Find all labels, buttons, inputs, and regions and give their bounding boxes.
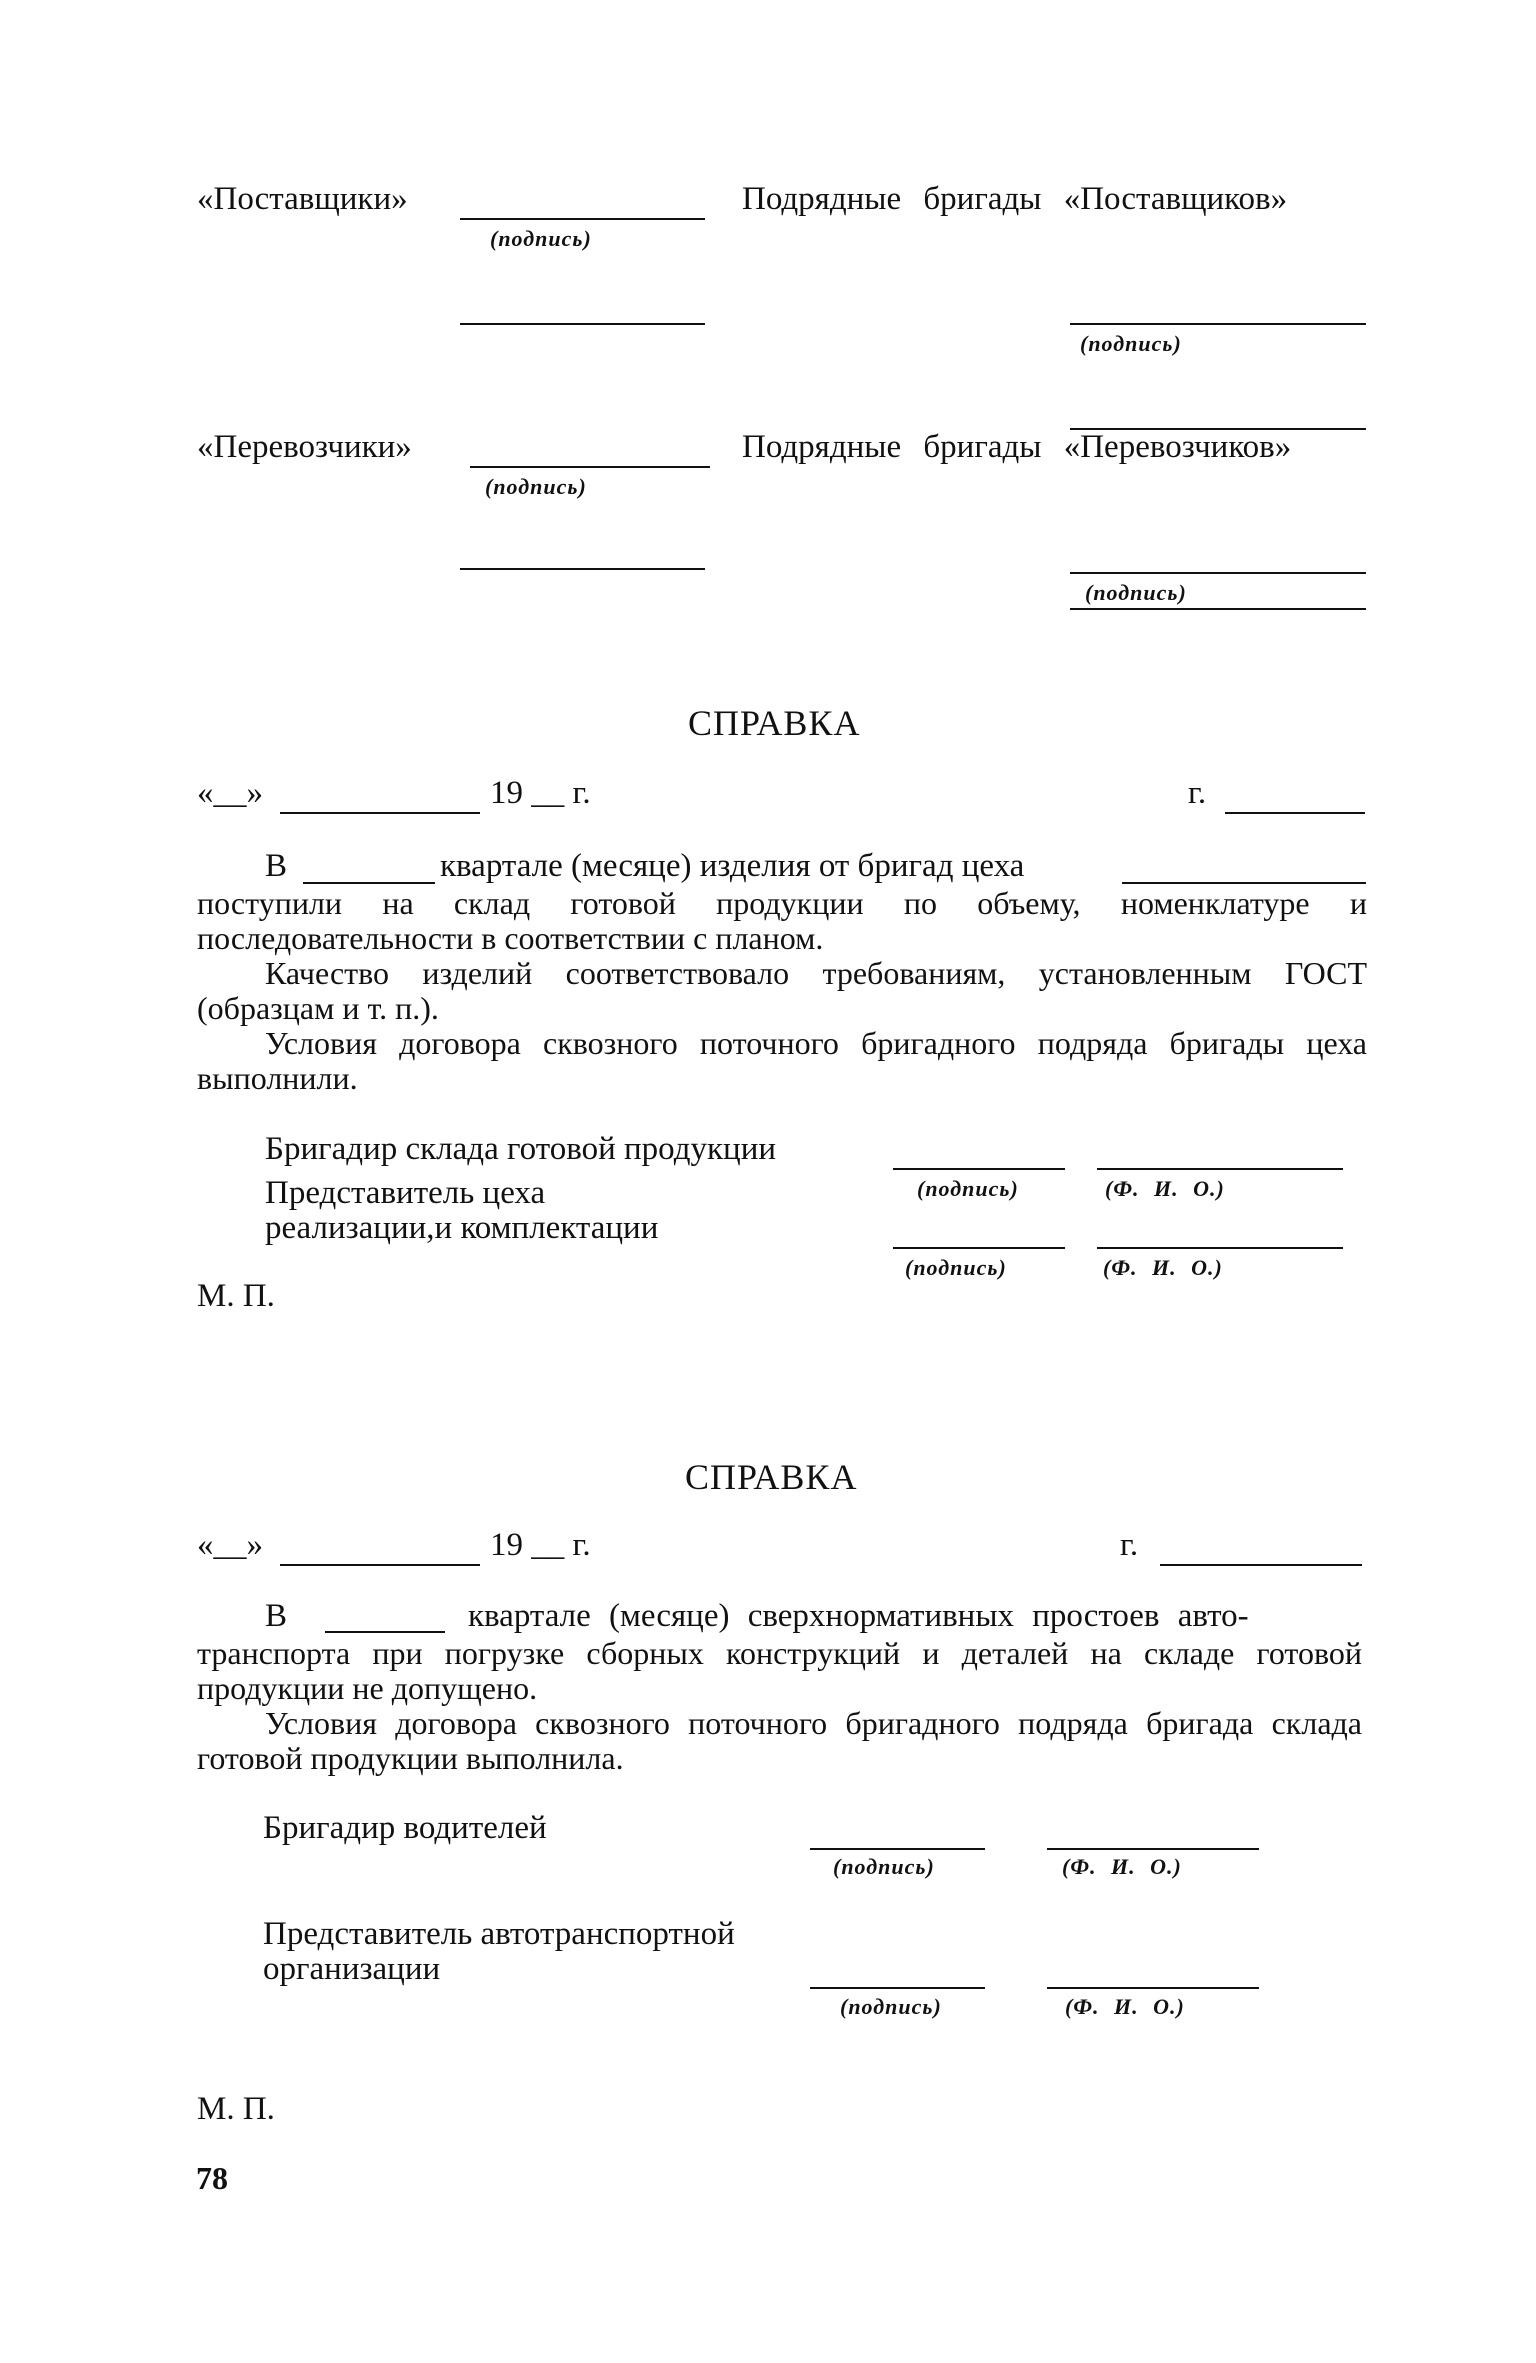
certificate-2-date-year: 19 __ г. bbox=[490, 1527, 591, 1563]
certificate-1-role-warehouse-foreman: Бригадир склада готовой продукции bbox=[265, 1131, 777, 1167]
certificate-2-para1-rest: транспорта при погрузке сборных конструкций и деталей на складе готовой продукции не допущено. bbox=[197, 1635, 1362, 1706]
certificate-1-fio-line-2 bbox=[1097, 1247, 1343, 1249]
certificate-2-date-day: «__» bbox=[197, 1527, 263, 1563]
certificate-1-city-label: г. bbox=[1188, 775, 1207, 811]
certificate-2-para1-line1: квартале (месяце) сверхнормативных простоев авто- bbox=[468, 1598, 1249, 1634]
certificate-2-signature-caption-2: (подпись) bbox=[840, 1994, 942, 2019]
suppliers-signature-caption: (подпись) bbox=[490, 226, 592, 251]
certificate-1-role-representative-line2: реализации,и комплектации bbox=[265, 1210, 659, 1246]
suppliers-signature-line bbox=[460, 218, 705, 220]
certificate-2-role-transport-representative-line2: организации bbox=[263, 1951, 441, 1987]
certificate-2-para2: Условия договора сквозного поточного бригадного подряда бригада склада готовой продукции выполнила. bbox=[197, 1705, 1362, 1776]
carriers-brigades-signature-line bbox=[1070, 572, 1366, 574]
certificate-1-para1-line1: квартале (месяце) изделия от бригад цеха bbox=[440, 848, 1025, 884]
certificate-2-para1-start: В bbox=[265, 1598, 288, 1634]
certificate-1-title: СПРАВКА bbox=[688, 703, 861, 743]
certificate-2-date-month-line bbox=[280, 1564, 480, 1566]
certificate-1-workshop-line bbox=[1122, 882, 1366, 884]
certificate-1-signature-line-1 bbox=[893, 1168, 1065, 1170]
certificate-1-stamp: М. П. bbox=[197, 1278, 275, 1314]
carriers-signature-caption: (подпись) bbox=[485, 474, 587, 499]
page-number: 78 bbox=[196, 2160, 228, 2196]
certificate-2-city-line bbox=[1160, 1564, 1362, 1566]
certificate-1-para1-start: В bbox=[265, 848, 288, 884]
certificate-2-title: СПРАВКА bbox=[685, 1457, 858, 1497]
certificate-1-fio-caption-2: (Ф. И. О.) bbox=[1103, 1255, 1223, 1280]
certificate-1-quarter-line bbox=[303, 882, 435, 884]
certificate-1-fio-caption-1: (Ф. И. О.) bbox=[1105, 1176, 1225, 1201]
certificate-1-role-representative-line1: Представитель цеха bbox=[265, 1175, 546, 1211]
suppliers-brigades-label: Подрядные бригады «Поставщиков» bbox=[742, 181, 1288, 217]
carriers-signature-line bbox=[470, 466, 710, 468]
certificate-1-signature-caption-2: (подпись) bbox=[905, 1255, 1007, 1280]
certificate-1-date-year: 19 __ г. bbox=[490, 775, 591, 811]
carriers-brigades-bottom-line bbox=[1070, 608, 1366, 610]
certificate-2-role-transport-representative-line1: Представитель автотранспортной bbox=[263, 1916, 735, 1952]
certificate-2-fio-caption-2: (Ф. И. О.) bbox=[1065, 1994, 1185, 2019]
certificate-2-fio-caption-1: (Ф. И. О.) bbox=[1062, 1854, 1182, 1879]
certificate-1-date-month-line bbox=[280, 812, 480, 814]
suppliers-brigades-signature-line bbox=[1070, 323, 1366, 325]
certificate-2-stamp: М. П. bbox=[197, 2091, 275, 2127]
certificate-1-para1-rest: поступили на склад готовой продукции по объему, номенклатуре и последовательности в соответствии с планом. bbox=[197, 885, 1367, 956]
carriers-extra-line bbox=[460, 568, 705, 570]
suppliers-extra-line bbox=[460, 323, 705, 325]
carriers-brigades-label: Подрядные бригады «Перевозчиков» bbox=[742, 429, 1292, 465]
certificate-1-signature-line-2 bbox=[893, 1247, 1065, 1249]
suppliers-label: «Поставщики» bbox=[197, 181, 408, 217]
certificate-2-signature-line-1 bbox=[810, 1848, 985, 1850]
certificate-1-date-day: «__» bbox=[197, 775, 263, 811]
certificate-2-city-label: г. bbox=[1120, 1527, 1139, 1563]
certificate-1-para3: Условия договора сквозного поточного бригадного подряда бригады цеха выполнили. bbox=[197, 1025, 1367, 1096]
suppliers-brigades-signature-caption: (подпись) bbox=[1080, 331, 1182, 356]
certificate-1-para2: Качество изделий соответствовало требованиям, установленным ГОСТ (образцам и т. п.). bbox=[197, 955, 1367, 1026]
carriers-label: «Перевозчики» bbox=[197, 429, 412, 465]
certificate-2-role-drivers-foreman: Бригадир водителей bbox=[263, 1810, 547, 1846]
certificate-1-city-line bbox=[1225, 812, 1365, 814]
certificate-1-fio-line-1 bbox=[1097, 1168, 1343, 1170]
certificate-2-signature-line-2 bbox=[810, 1987, 985, 1989]
certificate-2-quarter-line bbox=[325, 1631, 445, 1633]
certificate-2-signature-caption-1: (подпись) bbox=[833, 1854, 935, 1879]
certificate-1-signature-caption-1: (подпись) bbox=[917, 1176, 1019, 1201]
certificate-2-fio-line-2 bbox=[1047, 1987, 1259, 1989]
carriers-brigades-signature-caption: (подпись) bbox=[1085, 580, 1187, 605]
certificate-2-fio-line-1 bbox=[1047, 1848, 1259, 1850]
